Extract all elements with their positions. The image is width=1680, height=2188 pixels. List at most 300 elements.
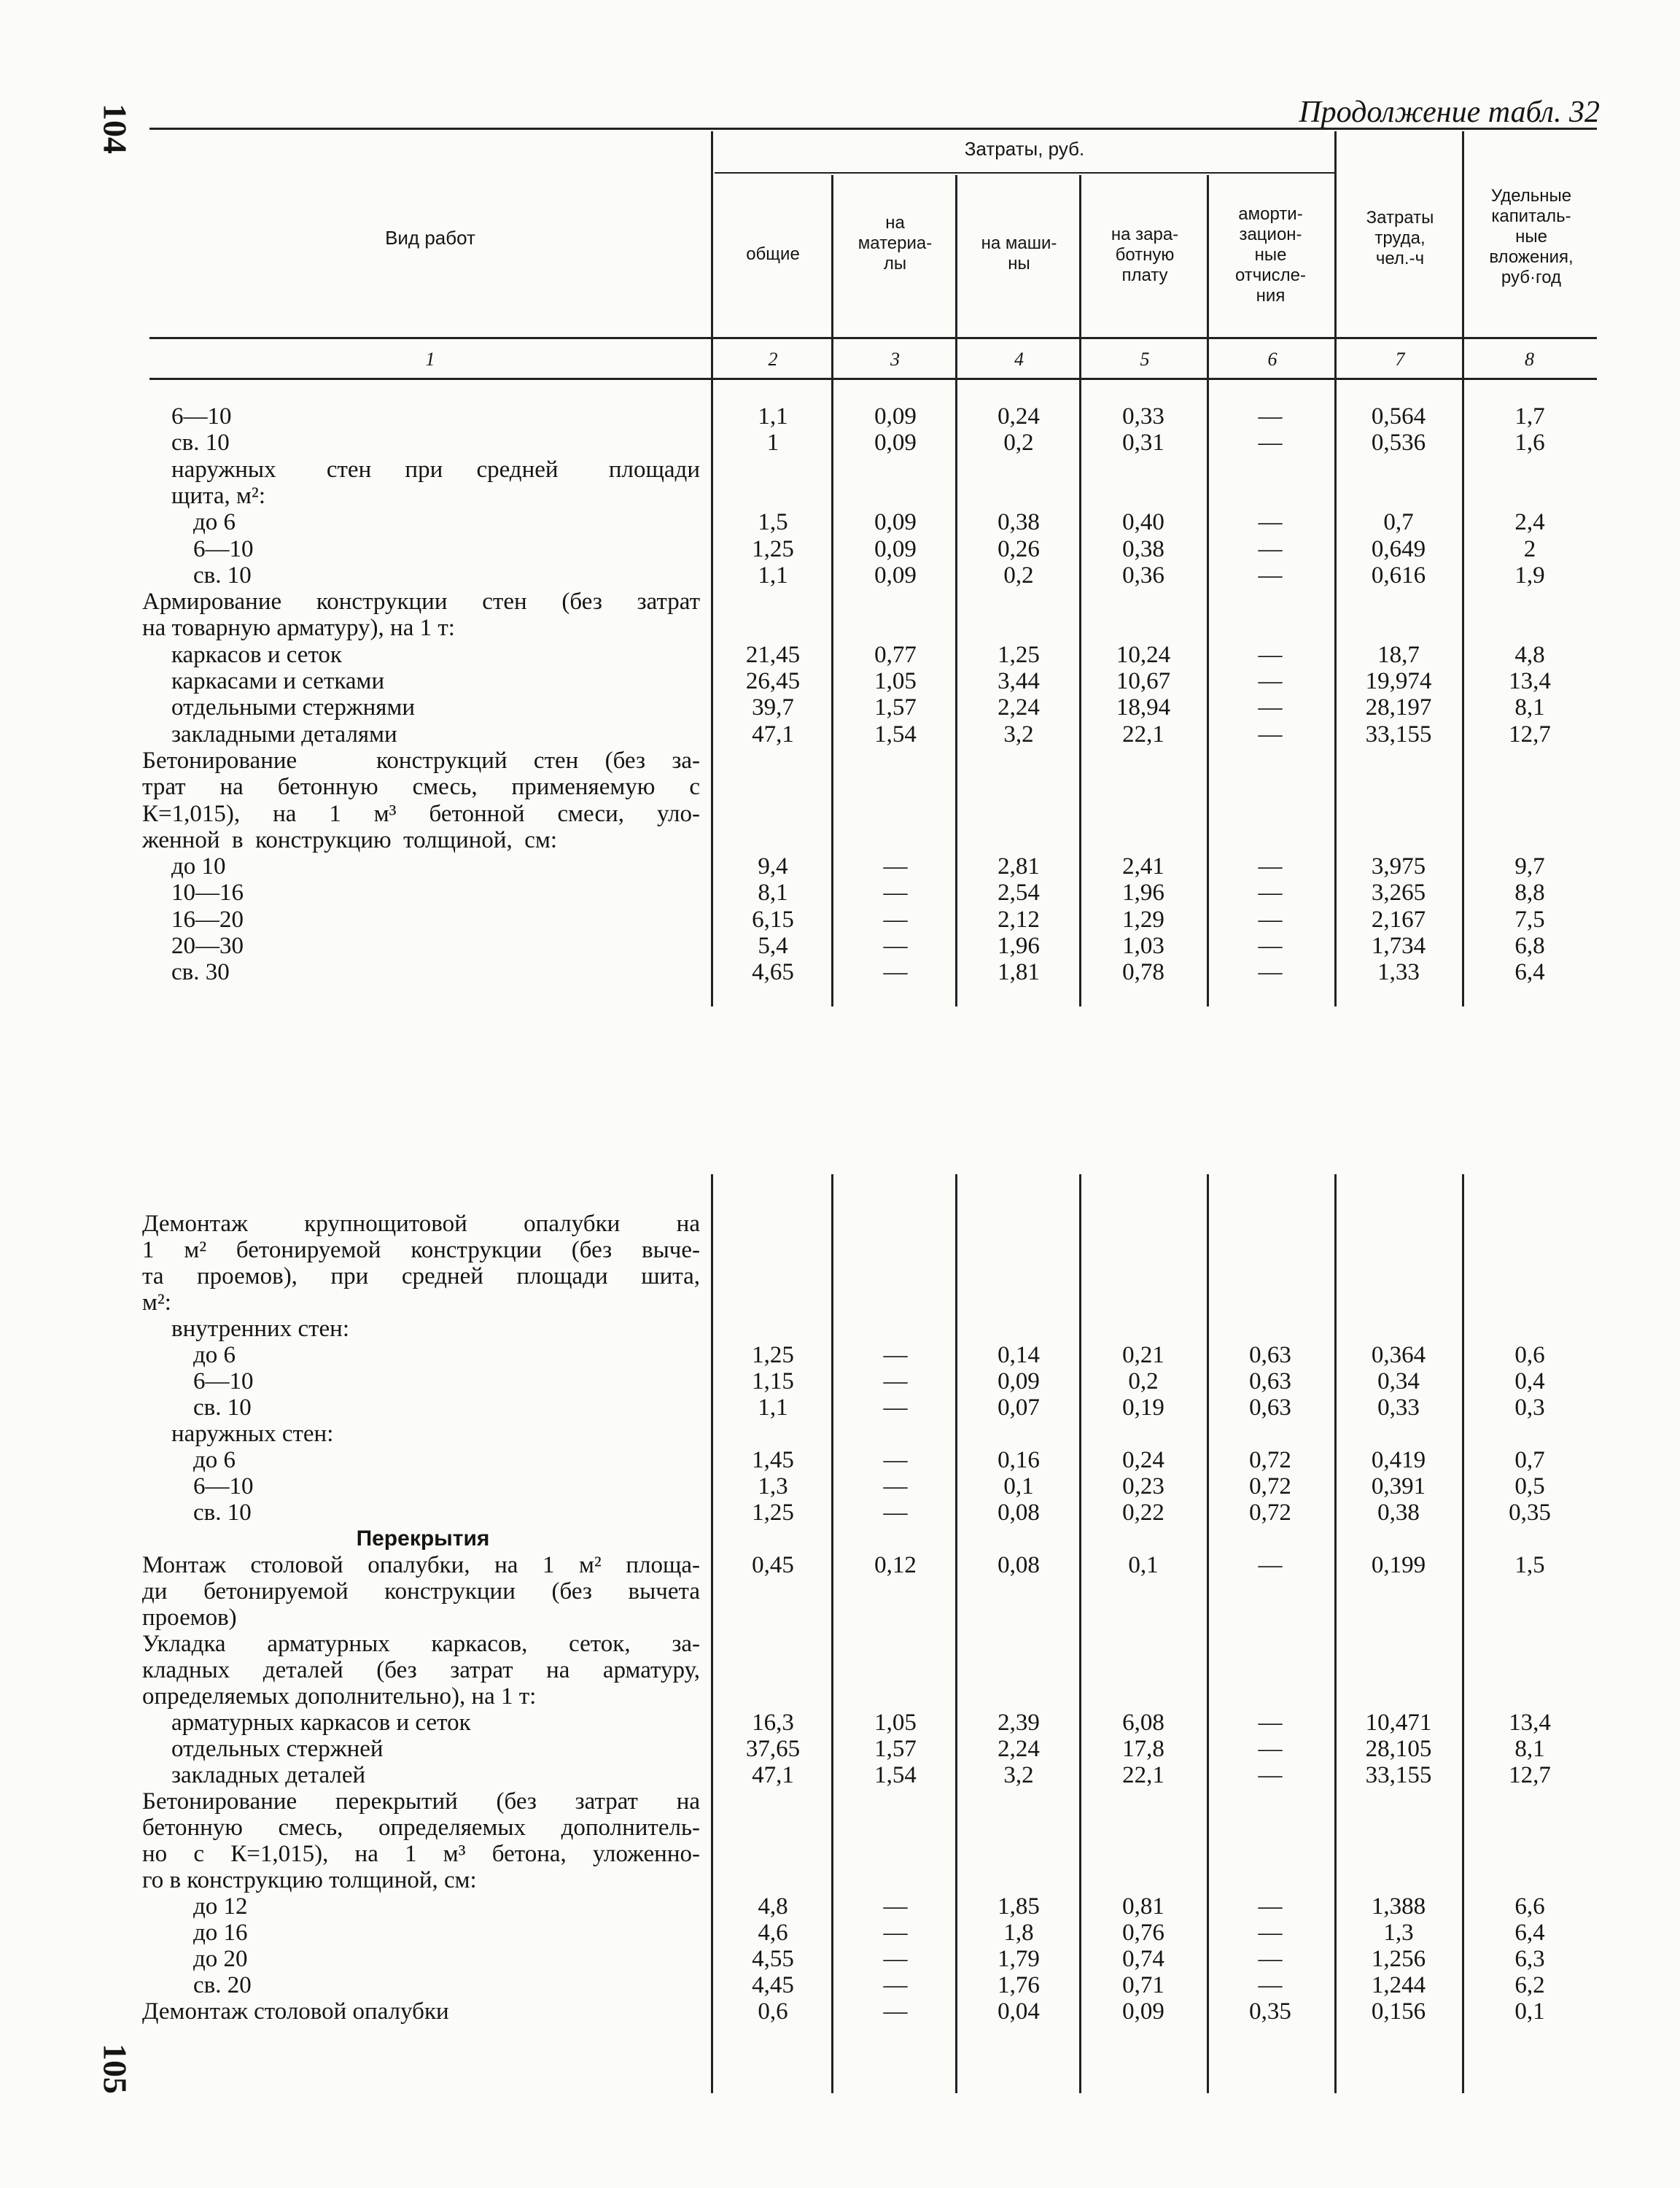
cell-value: 1 bbox=[766, 430, 779, 457]
row-label: до 10 bbox=[171, 853, 226, 880]
cell-value: 0,2 bbox=[1128, 1368, 1159, 1394]
table-row bbox=[0, 1394, 1680, 1421]
header-col-7: Затраты труда, чел.-ч bbox=[1366, 208, 1434, 268]
cell-value: — bbox=[883, 1394, 908, 1421]
cell-value: 0,21 bbox=[1122, 1342, 1164, 1368]
group-rule bbox=[715, 172, 1334, 174]
row-label: отдельными стержнями bbox=[171, 694, 416, 721]
page-number-top: 104 bbox=[96, 104, 134, 154]
cell-value: 1,25 bbox=[752, 535, 794, 562]
cell-value: — bbox=[1258, 1946, 1283, 1972]
row-label: ди бетонируемой конструкции (без вычета bbox=[142, 1578, 700, 1605]
cell-value: 4,65 bbox=[752, 959, 794, 986]
cell-value: 0,09 bbox=[1122, 1998, 1164, 2025]
row-label: св. 10 bbox=[193, 1500, 252, 1526]
numbers-bottom-rule bbox=[149, 378, 1597, 380]
table-row bbox=[0, 1710, 1680, 1736]
cell-value: 7,5 bbox=[1514, 906, 1545, 933]
table-row bbox=[0, 748, 1680, 774]
cell-value: 0,2 bbox=[1003, 562, 1034, 589]
column-number: 6 bbox=[1267, 349, 1278, 370]
cell-value: 2,24 bbox=[998, 694, 1040, 721]
row-label: арматурных каркасов и сеток bbox=[171, 1710, 471, 1736]
header-col-4: на маши- ны bbox=[981, 233, 1057, 274]
cell-value: 2 bbox=[1523, 535, 1536, 562]
cell-value: 0,34 bbox=[1377, 1368, 1420, 1394]
row-label: Укладка арматурных каркасов, сеток, за- bbox=[142, 1631, 700, 1657]
row-label: женной в конструкцию толщиной, см: bbox=[142, 826, 557, 853]
cell-value: 3,2 bbox=[1003, 1762, 1034, 1788]
cell-value: 33,155 bbox=[1365, 721, 1432, 748]
cell-value: 47,1 bbox=[752, 1762, 794, 1788]
cell-value: 0,616 bbox=[1371, 562, 1426, 589]
cell-value: — bbox=[1258, 535, 1283, 562]
row-label: Армирование конструкции стен (без затрат bbox=[142, 589, 700, 616]
table-row bbox=[0, 1736, 1680, 1762]
cell-value: 8,1 bbox=[1514, 694, 1545, 721]
cell-value: 13,4 bbox=[1509, 1710, 1551, 1736]
row-label: та проемов), при средней площади шита, bbox=[142, 1263, 700, 1289]
column-number: 7 bbox=[1395, 349, 1405, 370]
cell-value: 8,8 bbox=[1514, 880, 1545, 907]
cell-value: 4,45 bbox=[752, 1972, 794, 1998]
cell-value: 1,3 bbox=[1383, 1920, 1414, 1946]
cell-value: — bbox=[1258, 1920, 1283, 1946]
cell-value: 1,5 bbox=[758, 509, 788, 536]
cell-value: 22,1 bbox=[1122, 1762, 1164, 1788]
cell-value: 13,4 bbox=[1509, 668, 1551, 694]
table-row bbox=[0, 1500, 1680, 1526]
cell-value: — bbox=[883, 933, 908, 959]
cell-value: 0,1 bbox=[1128, 1552, 1159, 1578]
row-label: каркасами и сетками bbox=[171, 668, 385, 694]
table-row bbox=[0, 1447, 1680, 1473]
table-row bbox=[0, 668, 1680, 694]
row-label: св. 10 bbox=[193, 1394, 252, 1421]
cell-value: 0,38 bbox=[1377, 1500, 1420, 1526]
cell-value: 0,156 bbox=[1371, 1998, 1426, 2025]
cell-value: 0,564 bbox=[1371, 403, 1426, 430]
table-row bbox=[0, 801, 1680, 827]
cell-value: 8,1 bbox=[758, 880, 788, 907]
cell-value: — bbox=[1258, 562, 1283, 589]
cell-value: — bbox=[1258, 1736, 1283, 1762]
row-label: 6—10 bbox=[193, 535, 254, 562]
cell-value: — bbox=[1258, 1972, 1283, 1998]
cell-value: 1,57 bbox=[874, 1736, 917, 1762]
cell-value: 10,24 bbox=[1116, 641, 1171, 668]
row-label: закладными деталями bbox=[171, 721, 397, 748]
cell-value: 0,08 bbox=[998, 1552, 1040, 1578]
cell-value: 1,54 bbox=[874, 721, 917, 748]
cell-value: — bbox=[883, 1473, 908, 1500]
cell-value: — bbox=[1258, 1893, 1283, 1920]
cell-value: 0,7 bbox=[1514, 1447, 1545, 1473]
cell-value: 1,96 bbox=[1122, 880, 1164, 907]
row-label: отдельных стержней bbox=[171, 1736, 384, 1762]
cell-value: 6,6 bbox=[1514, 1893, 1545, 1920]
cell-value: 2,81 bbox=[998, 853, 1040, 880]
cell-value: 9,4 bbox=[758, 853, 788, 880]
row-label: 1 м² бетонируемой конструкции (без выче- bbox=[142, 1237, 700, 1263]
row-label: св. 10 bbox=[171, 430, 230, 457]
cell-value: — bbox=[1258, 1552, 1283, 1578]
cell-value: 0,09 bbox=[874, 562, 917, 589]
cell-value: 1,1 bbox=[758, 562, 788, 589]
cell-value: 0,07 bbox=[998, 1394, 1040, 1421]
header-group-title: Затраты, руб. bbox=[964, 138, 1085, 160]
cell-value: 2,54 bbox=[998, 880, 1040, 907]
cell-value: 0,09 bbox=[998, 1368, 1040, 1394]
table-row bbox=[0, 1893, 1680, 1920]
cell-value: 1,15 bbox=[752, 1368, 794, 1394]
cell-value: 0,33 bbox=[1122, 403, 1164, 430]
header-col-8: Удельные капиталь- ные вложения, руб·год bbox=[1489, 186, 1574, 287]
cell-value: — bbox=[883, 1368, 908, 1394]
table-row bbox=[0, 1421, 1680, 1447]
table-row bbox=[0, 509, 1680, 535]
cell-value: — bbox=[1258, 880, 1283, 907]
row-label: наружных стен при средней площади bbox=[171, 456, 700, 483]
cell-value: 0,364 bbox=[1371, 1342, 1426, 1368]
cell-value: 1,734 bbox=[1371, 933, 1426, 959]
cell-value: 6,2 bbox=[1514, 1972, 1545, 1998]
cell-value: 18,94 bbox=[1116, 694, 1171, 721]
row-label: св. 10 bbox=[193, 562, 252, 589]
table-row bbox=[0, 1683, 1680, 1710]
table-row bbox=[0, 589, 1680, 615]
cell-value: 0,4 bbox=[1514, 1368, 1545, 1394]
table-row bbox=[0, 642, 1680, 668]
cell-value: 1,25 bbox=[752, 1500, 794, 1526]
cell-value: 0,63 bbox=[1249, 1342, 1291, 1368]
cell-value: — bbox=[1258, 853, 1283, 880]
row-label: внутренних стен: bbox=[171, 1316, 349, 1342]
cell-value: 0,24 bbox=[1122, 1447, 1164, 1473]
cell-value: — bbox=[1258, 694, 1283, 721]
table-row bbox=[0, 1289, 1680, 1316]
cell-value: 4,8 bbox=[1514, 641, 1545, 668]
row-label: закладных деталей bbox=[171, 1762, 366, 1788]
cell-value: 6,08 bbox=[1122, 1710, 1164, 1736]
table-row bbox=[0, 1237, 1680, 1263]
cell-value: 0,77 bbox=[874, 641, 917, 668]
cell-value: 0,23 bbox=[1122, 1473, 1164, 1500]
row-label: 6—10 bbox=[171, 403, 232, 430]
continuation-title: Продолжение табл. 32 bbox=[1299, 96, 1600, 129]
cell-value: 8,1 bbox=[1514, 1736, 1545, 1762]
table-row bbox=[0, 403, 1680, 430]
table-row bbox=[0, 562, 1680, 589]
cell-value: 1,1 bbox=[758, 403, 788, 430]
table-row bbox=[0, 1211, 1680, 1237]
cell-value: 1,33 bbox=[1377, 959, 1420, 986]
cell-value: 4,8 bbox=[758, 1893, 788, 1920]
cell-value: 0,31 bbox=[1122, 430, 1164, 457]
cell-value: 26,45 bbox=[745, 668, 801, 694]
section-heading: Перекрытия bbox=[356, 1526, 490, 1551]
cell-value: — bbox=[1258, 403, 1283, 430]
table-row bbox=[0, 1578, 1680, 1605]
cell-value: — bbox=[883, 1447, 908, 1473]
row-label: 6—10 bbox=[193, 1473, 254, 1500]
row-label: наружных стен: bbox=[171, 1421, 334, 1447]
cell-value: 0,199 bbox=[1371, 1552, 1426, 1578]
cell-value: 28,197 bbox=[1365, 694, 1432, 721]
cell-value: — bbox=[1258, 1710, 1283, 1736]
table-row bbox=[0, 774, 1680, 800]
row-label: бетонную смесь, определяемых дополнитель- bbox=[142, 1815, 700, 1841]
cell-value: 9,7 bbox=[1514, 853, 1545, 880]
cell-value: 1,7 bbox=[1514, 403, 1545, 430]
cell-value: 39,7 bbox=[752, 694, 794, 721]
cell-value: 0,08 bbox=[998, 1500, 1040, 1526]
table-row bbox=[0, 1473, 1680, 1500]
cell-value: 0,6 bbox=[1514, 1342, 1545, 1368]
cell-value: 12,7 bbox=[1509, 721, 1551, 748]
cell-value: 2,39 bbox=[998, 1710, 1040, 1736]
cell-value: 0,76 bbox=[1122, 1920, 1164, 1946]
row-label: до 16 bbox=[193, 1920, 248, 1946]
cell-value: 0,45 bbox=[752, 1552, 794, 1578]
cell-value: 0,7 bbox=[1383, 509, 1414, 536]
table-row bbox=[0, 1526, 1680, 1552]
table-row bbox=[0, 959, 1680, 985]
cell-value: 0,04 bbox=[998, 1998, 1040, 2025]
cell-value: 0,74 bbox=[1122, 1946, 1164, 1972]
cell-value: 1,8 bbox=[1003, 1920, 1034, 1946]
cell-value: 4,55 bbox=[752, 1946, 794, 1972]
cell-value: 37,65 bbox=[745, 1736, 801, 1762]
cell-value: 0,1 bbox=[1514, 1998, 1545, 2025]
cell-value: 2,12 bbox=[998, 906, 1040, 933]
cell-value: 0,09 bbox=[874, 430, 917, 457]
column-number: 2 bbox=[768, 349, 778, 370]
cell-value: — bbox=[883, 1342, 908, 1368]
cell-value: 0,40 bbox=[1122, 509, 1164, 536]
row-label: Демонтаж крупнощитовой опалубки на bbox=[142, 1211, 700, 1237]
cell-value: 0,72 bbox=[1249, 1473, 1291, 1500]
cell-value: — bbox=[883, 853, 908, 880]
cell-value: 0,35 bbox=[1249, 1998, 1291, 2025]
cell-value: 1,25 bbox=[752, 1342, 794, 1368]
row-label: го в конструкцию толщиной, см: bbox=[142, 1867, 477, 1893]
cell-value: 0,5 bbox=[1514, 1473, 1545, 1500]
cell-value: 1,79 bbox=[998, 1946, 1040, 1972]
cell-value: 1,05 bbox=[874, 668, 917, 694]
cell-value: 0,38 bbox=[1122, 535, 1164, 562]
row-label: Бетонирование перекрытий (без затрат на bbox=[142, 1788, 700, 1815]
cell-value: 0,33 bbox=[1377, 1394, 1420, 1421]
cell-value: — bbox=[883, 1893, 908, 1920]
table-row bbox=[0, 1342, 1680, 1368]
page-number-bottom: 105 bbox=[96, 2044, 134, 2094]
cell-value: 1,03 bbox=[1122, 933, 1164, 959]
cell-value: — bbox=[1258, 933, 1283, 959]
cell-value: — bbox=[883, 1946, 908, 1972]
cell-value: 1,29 bbox=[1122, 906, 1164, 933]
cell-value: 3,975 bbox=[1371, 853, 1426, 880]
cell-value: 2,4 bbox=[1514, 509, 1545, 536]
cell-value: — bbox=[1258, 959, 1283, 986]
cell-value: — bbox=[1258, 430, 1283, 457]
row-label: трат на бетонную смесь, применяемую с bbox=[142, 774, 700, 801]
row-label: св. 20 bbox=[193, 1972, 252, 1998]
table-row bbox=[0, 1368, 1680, 1394]
top-rule bbox=[149, 128, 1597, 130]
cell-value: 0,536 bbox=[1371, 430, 1426, 457]
cell-value: 0,2 bbox=[1003, 430, 1034, 457]
cell-value: 6,3 bbox=[1514, 1946, 1545, 1972]
column-number: 3 bbox=[890, 349, 900, 370]
cell-value: 2,167 bbox=[1371, 906, 1426, 933]
cell-value: 0,38 bbox=[998, 509, 1040, 536]
cell-value: 12,7 bbox=[1509, 1762, 1551, 1788]
cell-value: 1,96 bbox=[998, 933, 1040, 959]
cell-value: 33,155 bbox=[1365, 1762, 1432, 1788]
row-label: на товарную арматуру), на 1 т: bbox=[142, 615, 455, 642]
cell-value: 28,105 bbox=[1365, 1736, 1432, 1762]
row-label: но с К=1,015), на 1 м³ бетона, уложенно- bbox=[142, 1841, 700, 1867]
cell-value: 0,6 bbox=[758, 1998, 788, 2025]
cell-value: 0,391 bbox=[1371, 1473, 1426, 1500]
row-label: Монтаж столовой опалубки, на 1 м² площа- bbox=[142, 1552, 700, 1578]
cell-value: 1,6 bbox=[1514, 430, 1545, 457]
row-label: до 6 bbox=[193, 509, 236, 536]
cell-value: 6,4 bbox=[1514, 959, 1545, 986]
cell-value: 1,388 bbox=[1371, 1893, 1426, 1920]
cell-value: 1,25 bbox=[998, 641, 1040, 668]
cell-value: 1,05 bbox=[874, 1710, 917, 1736]
table-row bbox=[0, 1998, 1680, 2025]
cell-value: 1,5 bbox=[1514, 1552, 1545, 1578]
cell-value: 0,12 bbox=[874, 1552, 917, 1578]
row-label: до 6 bbox=[193, 1447, 236, 1473]
table-row bbox=[0, 430, 1680, 456]
cell-value: 1,54 bbox=[874, 1762, 917, 1788]
table-row bbox=[0, 827, 1680, 853]
cell-value: 0,419 bbox=[1371, 1447, 1426, 1473]
cell-value: 1,9 bbox=[1514, 562, 1545, 589]
column-number: 8 bbox=[1525, 349, 1534, 370]
cell-value: — bbox=[883, 1500, 908, 1526]
table-row bbox=[0, 721, 1680, 748]
row-label: 16—20 bbox=[171, 906, 244, 933]
table-row bbox=[0, 1788, 1680, 1815]
column-number: 4 bbox=[1014, 349, 1024, 370]
header-col-3: на материа- лы bbox=[858, 213, 933, 274]
header-col-1: Вид работ bbox=[385, 227, 475, 249]
cell-value: 1,244 bbox=[1371, 1972, 1426, 1998]
cell-value: 1,76 bbox=[998, 1972, 1040, 1998]
row-label: щита, м²: bbox=[171, 482, 265, 509]
table-row bbox=[0, 1552, 1680, 1578]
row-label: Демонтаж столовой опалубки bbox=[142, 1998, 449, 2025]
table-row bbox=[0, 1815, 1680, 1841]
table-row bbox=[0, 1631, 1680, 1657]
cell-value: 19,974 bbox=[1365, 668, 1432, 694]
row-label: до 12 bbox=[193, 1893, 248, 1920]
table-row bbox=[0, 1867, 1680, 1893]
row-label: проемов) bbox=[142, 1605, 237, 1631]
cell-value: 0,3 bbox=[1514, 1394, 1545, 1421]
row-label: 20—30 bbox=[171, 933, 244, 959]
cell-value: 18,7 bbox=[1377, 641, 1420, 668]
cell-value: 1,3 bbox=[758, 1473, 788, 1500]
cell-value: — bbox=[883, 906, 908, 933]
table-row bbox=[0, 1972, 1680, 1998]
cell-value: 0,35 bbox=[1509, 1500, 1551, 1526]
row-label: К=1,015), на 1 м³ бетонной смеси, уло- bbox=[142, 800, 700, 827]
cell-value: — bbox=[1258, 641, 1283, 668]
table-row bbox=[0, 1762, 1680, 1788]
row-label: м²: bbox=[142, 1289, 171, 1316]
cell-value: — bbox=[1258, 1762, 1283, 1788]
cell-value: 6,15 bbox=[752, 906, 794, 933]
cell-value: 0,81 bbox=[1122, 1893, 1164, 1920]
cell-value: 3,265 bbox=[1371, 880, 1426, 907]
cell-value: 0,16 bbox=[998, 1447, 1040, 1473]
cell-value: 1,85 bbox=[998, 1893, 1040, 1920]
header-col-6: аморти- зацион- ные отчисле- ния bbox=[1234, 204, 1307, 306]
row-label: кладных деталей (без затрат на арматуру, bbox=[142, 1657, 700, 1683]
row-label: св. 30 bbox=[171, 959, 230, 986]
table-row bbox=[0, 1841, 1680, 1867]
cell-value: 47,1 bbox=[752, 721, 794, 748]
table-row bbox=[0, 615, 1680, 641]
table-row bbox=[0, 933, 1680, 959]
cell-value: 0,24 bbox=[998, 403, 1040, 430]
table-row bbox=[0, 1263, 1680, 1289]
cell-value: 10,471 bbox=[1365, 1710, 1432, 1736]
column-number: 1 bbox=[425, 349, 435, 370]
cell-value: — bbox=[883, 1920, 908, 1946]
table-row bbox=[0, 483, 1680, 509]
row-label: 10—16 bbox=[171, 880, 244, 907]
cell-value: 0,63 bbox=[1249, 1368, 1291, 1394]
row-label: до 6 bbox=[193, 1342, 236, 1368]
cell-value: 0,72 bbox=[1249, 1500, 1291, 1526]
cell-value: 1,45 bbox=[752, 1447, 794, 1473]
header-col-5: на зара- ботную плату bbox=[1111, 225, 1179, 285]
cell-value: 0,09 bbox=[874, 509, 917, 536]
row-label: определяемых дополнительно), на 1 т: bbox=[142, 1683, 537, 1710]
cell-value: 21,45 bbox=[745, 641, 801, 668]
cell-value: — bbox=[883, 959, 908, 986]
table-row bbox=[0, 1920, 1680, 1946]
cell-value: 0,72 bbox=[1249, 1447, 1291, 1473]
cell-value: 4,6 bbox=[758, 1920, 788, 1946]
cell-value: 2,24 bbox=[998, 1736, 1040, 1762]
cell-value: 3,2 bbox=[1003, 721, 1034, 748]
cell-value: 3,44 bbox=[998, 668, 1040, 694]
table-row bbox=[0, 536, 1680, 562]
header-col-2: общие bbox=[746, 244, 800, 264]
cell-value: 6,4 bbox=[1514, 1920, 1545, 1946]
cell-value: 0,78 bbox=[1122, 959, 1164, 986]
cell-value: 10,67 bbox=[1116, 668, 1171, 694]
cell-value: 0,649 bbox=[1371, 535, 1426, 562]
table-row bbox=[0, 1946, 1680, 1972]
cell-value: 0,09 bbox=[874, 403, 917, 430]
header-bottom-rule bbox=[149, 337, 1597, 339]
cell-value: 6,8 bbox=[1514, 933, 1545, 959]
cell-value: 0,14 bbox=[998, 1342, 1040, 1368]
cell-value: 0,71 bbox=[1122, 1972, 1164, 1998]
table-row bbox=[0, 1316, 1680, 1342]
cell-value: — bbox=[883, 1998, 908, 2025]
row-label: каркасов и сеток bbox=[171, 641, 342, 668]
